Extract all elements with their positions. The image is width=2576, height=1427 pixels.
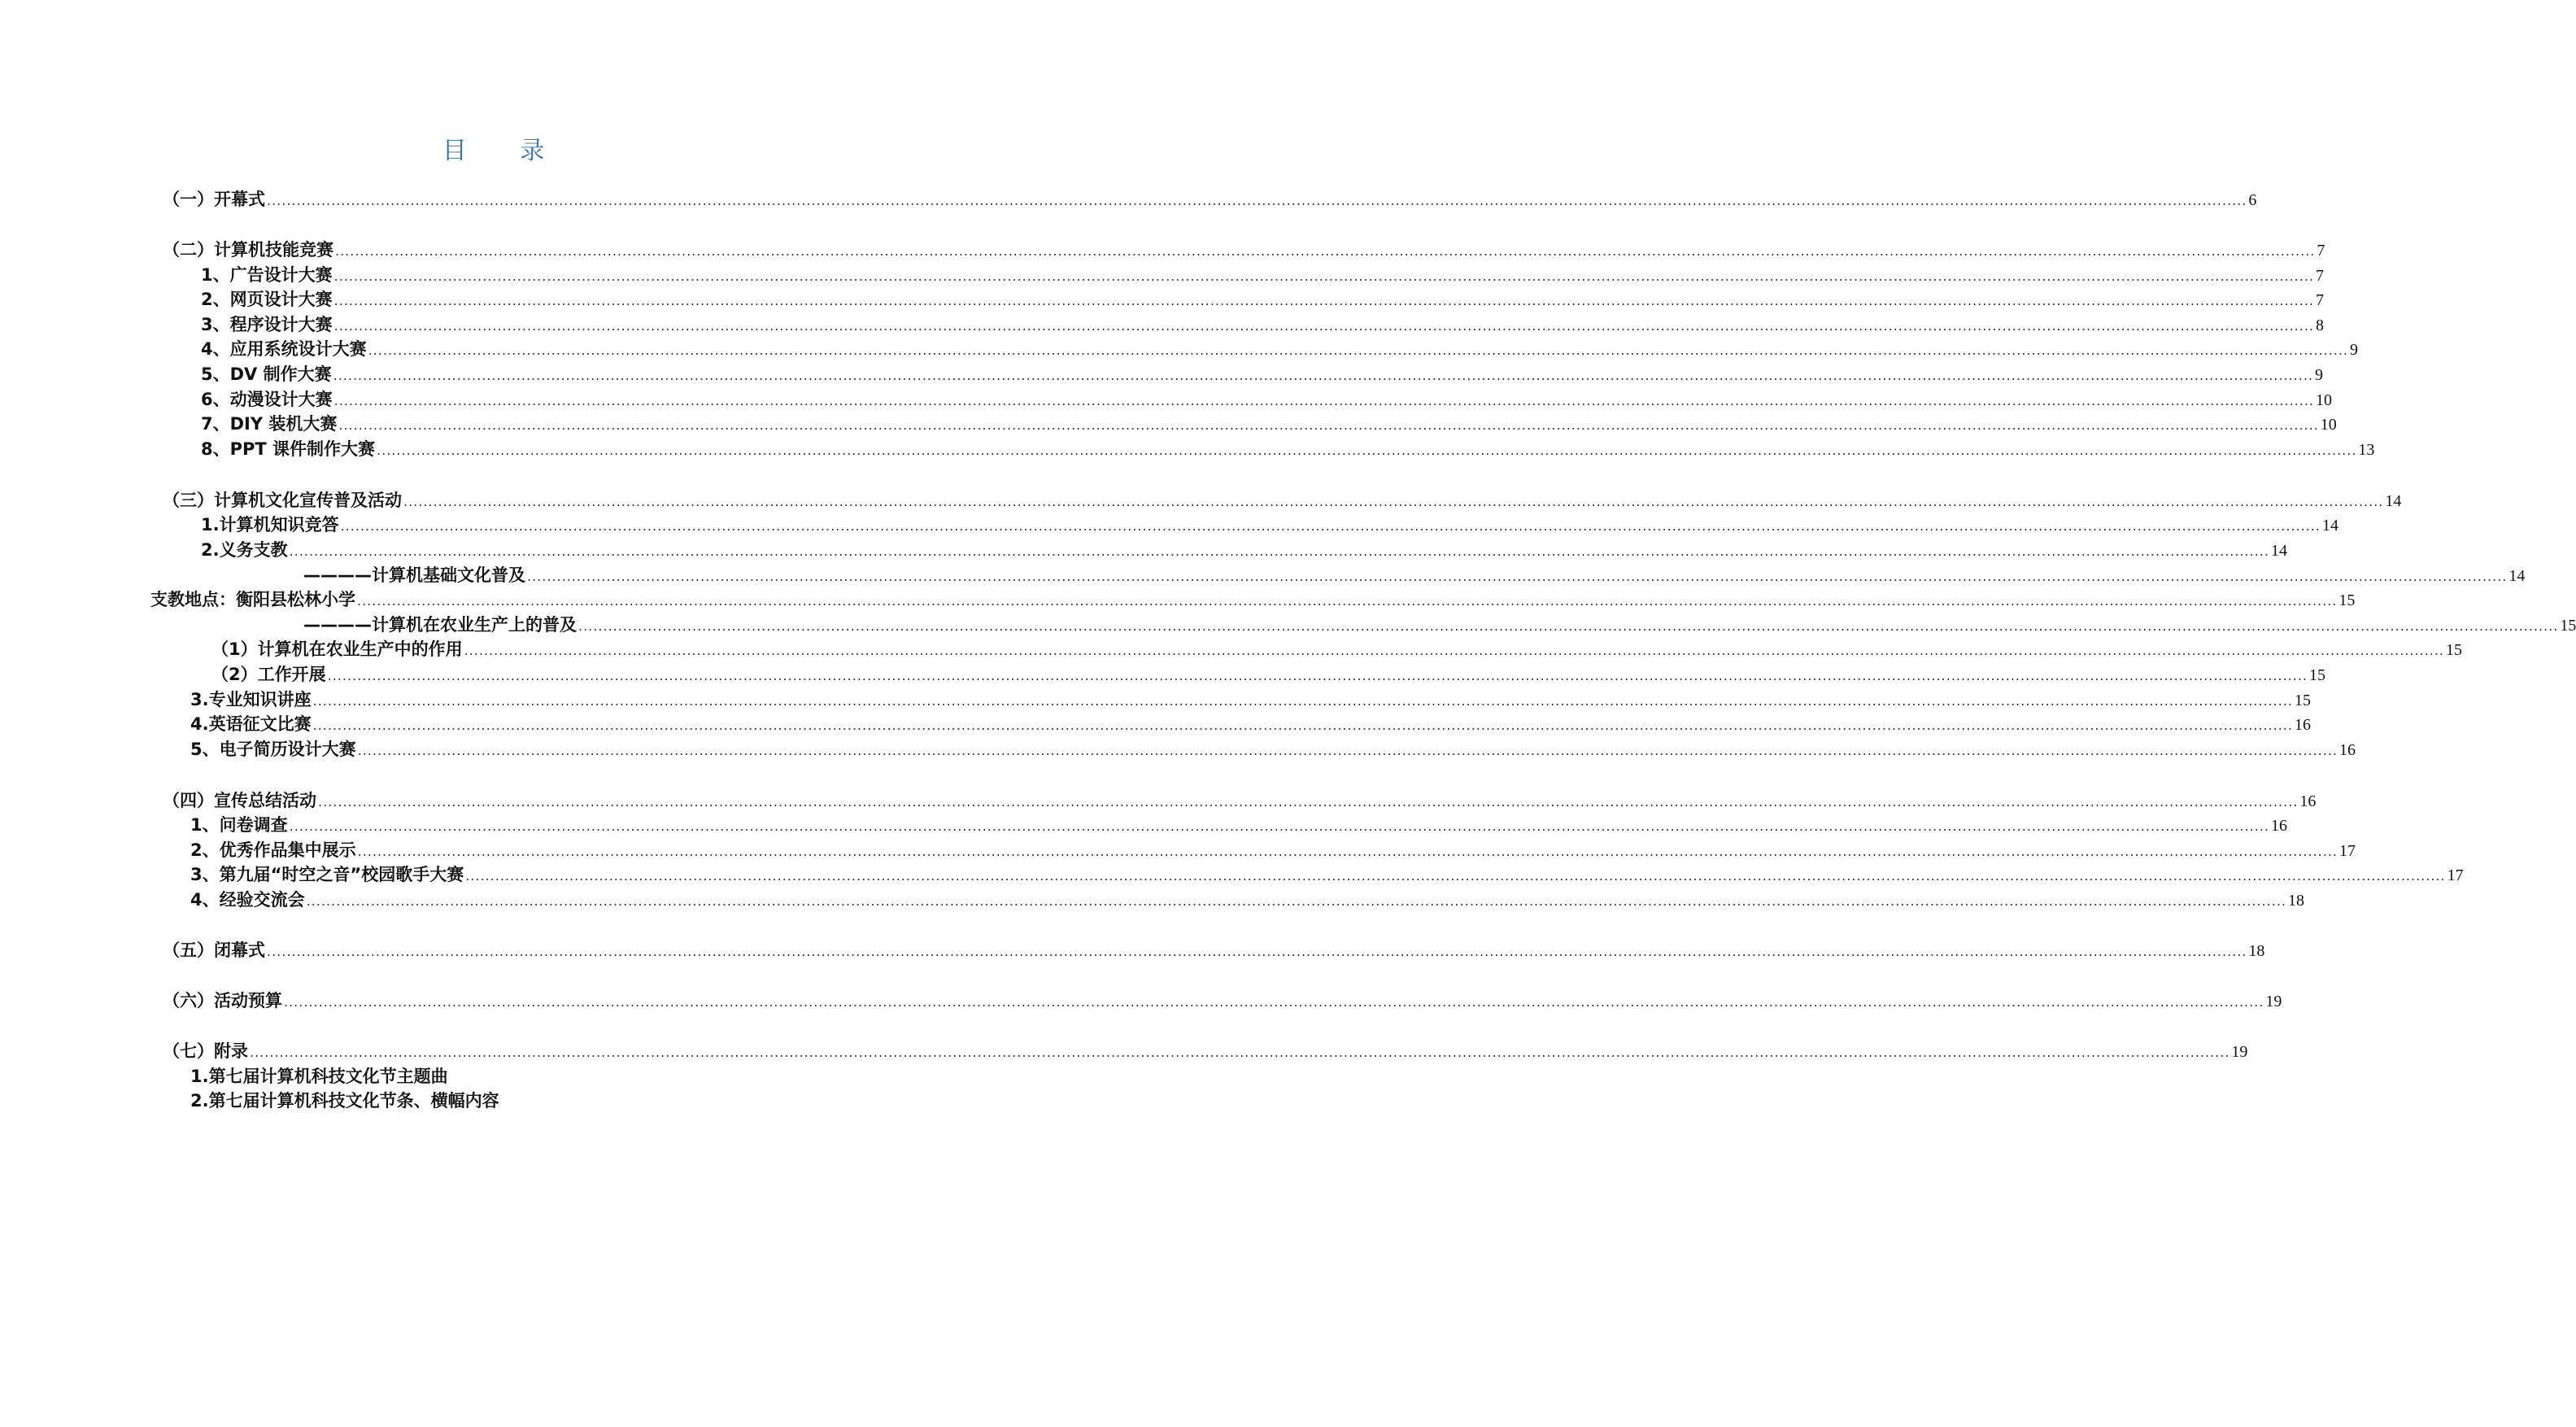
toc-entry-label: 1、广告设计大赛 bbox=[201, 265, 333, 285]
toc-entry[interactable] bbox=[201, 362, 2323, 386]
toc-entry-label: （2）工作开展 bbox=[211, 665, 326, 684]
toc-entry[interactable] bbox=[303, 613, 2576, 637]
toc-entry-label: 1.计算机知识竞答 bbox=[201, 515, 339, 535]
toc-entry[interactable] bbox=[201, 538, 2287, 562]
toc-dot-leader: ................................................................................................................................................................................................................................................................................................................................................................................................................ bbox=[267, 944, 2247, 959]
toc-entry[interactable] bbox=[201, 287, 2324, 312]
toc-entry[interactable] bbox=[201, 437, 2375, 461]
toc-entry-label: （七）附录 bbox=[163, 1041, 248, 1061]
toc-page-number: 15 bbox=[2309, 666, 2325, 684]
toc-dot-leader: ................................................................................................................................................................................................................................................................................................................................................................................................................ bbox=[578, 618, 2559, 634]
toc-entry-label: 5、DV 制作大赛 bbox=[201, 364, 332, 384]
toc-entry-label: 4、应用系统设计大赛 bbox=[201, 339, 367, 359]
toc-entry[interactable] bbox=[190, 712, 2311, 736]
toc-entry-label: 3、第九届“时空之音”校园歌手大赛 bbox=[190, 865, 464, 884]
toc-entry-label: ————计算机基础文化普及 bbox=[303, 565, 525, 585]
toc-page-number: 15 bbox=[2446, 641, 2462, 659]
toc-entry-label: 4.英语征文比赛 bbox=[190, 714, 312, 734]
toc-dot-leader: ................................................................................................................................................................................................................................................................................................................................................................................................................ bbox=[312, 693, 2293, 709]
toc-entry[interactable] bbox=[163, 938, 2265, 962]
toc-page-number: 19 bbox=[2265, 993, 2282, 1010]
toc-dot-leader: ................................................................................................................................................................................................................................................................................................................................................................................................................ bbox=[333, 393, 2314, 408]
toc-dot-leader: ................................................................................................................................................................................................................................................................................................................................................................................................................ bbox=[327, 668, 2308, 683]
toc-entry-label: 2、优秀作品集中展示 bbox=[190, 840, 356, 860]
toc-entry-label: （一）开幕式 bbox=[163, 190, 265, 209]
toc-entry-label: 2.第七届计算机科技文化节条、横幅内容 bbox=[190, 1091, 499, 1111]
toc-entry-label: 5、电子简历设计大赛 bbox=[190, 740, 356, 759]
toc-dot-leader: ................................................................................................................................................................................................................................................................................................................................................................................................................ bbox=[333, 293, 2314, 308]
toc-page-number: 15 bbox=[2338, 591, 2356, 609]
toc-dot-leader: ................................................................................................................................................................................................................................................................................................................................................................................................................ bbox=[340, 518, 2321, 534]
toc-page-number: 8 bbox=[2316, 316, 2324, 334]
toc-page-number: 7 bbox=[2316, 267, 2324, 285]
toc-page-number: 15 bbox=[2560, 617, 2576, 635]
toc-entry-label: 8、PPT 课件制作大赛 bbox=[201, 439, 376, 459]
toc-entry-label: 3.专业知识讲座 bbox=[190, 690, 312, 709]
toc-dot-leader: ................................................................................................................................................................................................................................................................................................................................................................................................................ bbox=[333, 268, 2314, 284]
toc-entry[interactable] bbox=[190, 813, 2287, 837]
toc-entry[interactable] bbox=[303, 563, 2526, 587]
toc-entry[interactable] bbox=[190, 1089, 861, 1113]
toc-entry[interactable] bbox=[201, 263, 2324, 287]
toc-dot-leader: ................................................................................................................................................................................................................................................................................................................................................................................................................ bbox=[403, 494, 2384, 509]
toc-page-number: 16 bbox=[2271, 817, 2287, 835]
toc-entry-label: （六）活动预算 bbox=[163, 991, 282, 1010]
toc-entry-label: 1.第七届计算机科技文化节主题曲 bbox=[190, 1067, 448, 1086]
toc-page-number: 7 bbox=[2317, 242, 2325, 260]
toc-entry[interactable] bbox=[163, 488, 2402, 513]
toc-entry-label: 1、问卷调查 bbox=[190, 815, 288, 835]
toc-entry-label: 2.义务支教 bbox=[201, 540, 288, 560]
toc-dot-leader: ................................................................................................................................................................................................................................................................................................................................................................................................................ bbox=[464, 643, 2444, 658]
toc-page-number: 16 bbox=[2339, 741, 2356, 759]
toc-entry[interactable] bbox=[150, 587, 2356, 612]
toc-dot-leader: ................................................................................................................................................................................................................................................................................................................................................................................................................ bbox=[338, 417, 2319, 433]
toc-page-number: 17 bbox=[2447, 866, 2464, 884]
toc-page-number: 16 bbox=[2294, 716, 2311, 734]
toc-page-number: 14 bbox=[2321, 517, 2338, 535]
toc-entry[interactable] bbox=[201, 312, 2324, 337]
toc-dot-leader: ................................................................................................................................................................................................................................................................................................................................................................................................................ bbox=[318, 794, 2299, 810]
toc-entry[interactable] bbox=[201, 513, 2338, 537]
toc-page-number: 16 bbox=[2299, 792, 2317, 810]
toc-dot-leader: ................................................................................................................................................................................................................................................................................................................................................................................................................ bbox=[335, 243, 2316, 259]
toc-entry-label: （1）计算机在农业生产中的作用 bbox=[211, 639, 463, 659]
toc-page-number: 14 bbox=[2508, 567, 2526, 585]
toc-entry-label: 2、网页设计大赛 bbox=[201, 290, 333, 309]
toc-dot-leader: ................................................................................................................................................................................................................................................................................................................................................................................................................ bbox=[527, 569, 2508, 584]
toc-page-number: 18 bbox=[2288, 892, 2304, 910]
toc-page-number: 13 bbox=[2358, 441, 2375, 459]
toc-dot-leader: ................................................................................................................................................................................................................................................................................................................................................................................................................ bbox=[368, 343, 2348, 358]
toc-page-number: 19 bbox=[2231, 1043, 2248, 1061]
toc-entry-label: 4、经验交流会 bbox=[190, 890, 305, 910]
toc-dot-leader: ................................................................................................................................................................................................................................................................................................................................................................................................................ bbox=[377, 443, 2357, 458]
toc-entry[interactable] bbox=[190, 687, 2311, 712]
toc-entry-label: 3、程序设计大赛 bbox=[201, 315, 333, 334]
toc-entry-label: （三）计算机文化宣传普及活动 bbox=[163, 491, 402, 510]
toc-entry[interactable] bbox=[163, 238, 2325, 262]
toc-entry-label: （四）宣传总结活动 bbox=[163, 791, 316, 810]
toc-page-number: 10 bbox=[2316, 391, 2332, 409]
toc-page-number: 7 bbox=[2316, 291, 2324, 309]
toc-page-number: 18 bbox=[2248, 942, 2265, 960]
toc-entry[interactable] bbox=[201, 412, 2337, 436]
toc-entry-label: 支教地点：衡阳县松林小学 bbox=[150, 590, 355, 609]
toc-entry[interactable] bbox=[190, 838, 2356, 862]
toc-entry[interactable] bbox=[190, 888, 2304, 912]
page-title: 目 录 bbox=[442, 137, 568, 165]
toc-entry[interactable] bbox=[211, 662, 2325, 687]
toc-page-number: 9 bbox=[2350, 341, 2358, 359]
toc-entry[interactable] bbox=[163, 788, 2317, 813]
toc-entry-label: ————计算机在农业生产上的普及 bbox=[303, 615, 577, 635]
toc-entry-label: （二）计算机技能竞赛 bbox=[163, 240, 333, 260]
toc-dot-leader: ................................................................................................................................................................................................................................................................................................................................................................................................................ bbox=[289, 543, 2269, 559]
toc-dot-leader: ................................................................................................................................................................................................................................................................................................................................................................................................................ bbox=[250, 1045, 2230, 1060]
toc-dot-leader: ................................................................................................................................................................................................................................................................................................................................................................................................................ bbox=[333, 368, 2313, 383]
toc-dot-leader: ................................................................................................................................................................................................................................................................................................................................................................................................................ bbox=[312, 718, 2293, 733]
toc-entry[interactable] bbox=[163, 187, 2257, 212]
toc-dot-leader: ................................................................................................................................................................................................................................................................................................................................................................................................................ bbox=[357, 844, 2338, 859]
toc-page-number: 10 bbox=[2320, 416, 2337, 434]
toc-page-number: 14 bbox=[2385, 492, 2402, 510]
toc-dot-leader: ................................................................................................................................................................................................................................................................................................................................................................................................................ bbox=[306, 893, 2286, 909]
toc-dot-leader: ................................................................................................................................................................................................................................................................................................................................................................................................................ bbox=[357, 593, 2338, 609]
toc-page-number: 9 bbox=[2314, 366, 2323, 384]
toc-entry-label: 7、DIY 装机大赛 bbox=[201, 414, 338, 434]
toc-entry[interactable] bbox=[190, 862, 2464, 887]
toc-dot-leader: ................................................................................................................................................................................................................................................................................................................................................................................................................ bbox=[284, 994, 2264, 1010]
toc-entry-label: （五）闭幕式 bbox=[163, 940, 265, 960]
toc-entry[interactable] bbox=[211, 637, 2462, 661]
toc-entry[interactable] bbox=[190, 737, 2356, 762]
toc-dot-leader: ................................................................................................................................................................................................................................................................................................................................................................................................................ bbox=[333, 318, 2314, 334]
toc-entry[interactable] bbox=[190, 1064, 861, 1089]
toc-dot-leader: ................................................................................................................................................................................................................................................................................................................................................................................................................ bbox=[357, 743, 2338, 758]
toc-entry[interactable] bbox=[201, 387, 2332, 412]
toc-dot-leader: ................................................................................................................................................................................................................................................................................................................................................................................................................ bbox=[465, 868, 2446, 884]
toc-page-number: 14 bbox=[2270, 542, 2287, 560]
toc-entry-label: 6、动漫设计大赛 bbox=[201, 390, 333, 409]
toc-entry[interactable] bbox=[163, 988, 2282, 1013]
toc-dot-leader: ................................................................................................................................................................................................................................................................................................................................................................................................................ bbox=[289, 818, 2269, 834]
toc-entry[interactable] bbox=[163, 1039, 2248, 1063]
toc-page-number: 6 bbox=[2248, 191, 2257, 209]
toc-entry[interactable] bbox=[201, 337, 2358, 361]
toc-dot-leader: ................................................................................................................................................................................................................................................................................................................................................................................................................ bbox=[267, 193, 2247, 208]
toc-page-number: 15 bbox=[2294, 692, 2311, 709]
toc-page-number: 17 bbox=[2339, 842, 2356, 860]
